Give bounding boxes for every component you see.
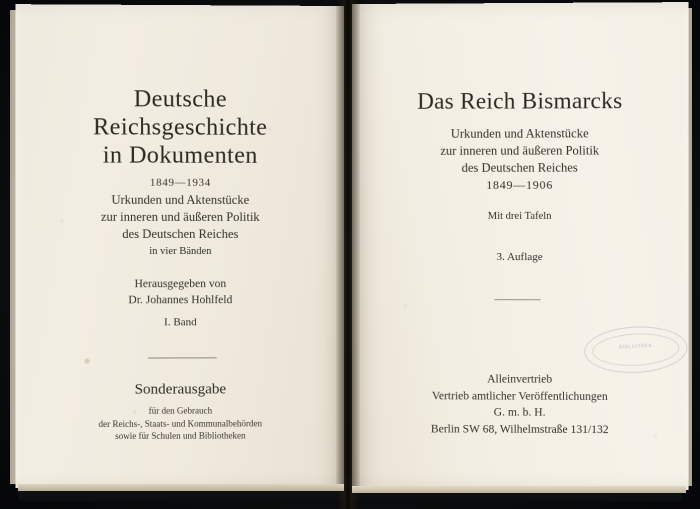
edition-detail-line-2: der Reichs-, Staats- und Kommunalbehörden <box>98 417 262 429</box>
imprint-line-2: Vertrieb amtlicher Veröffentlichungen <box>431 389 608 403</box>
left-page-divider <box>148 357 216 358</box>
right-subtitle-line-1: Urkunden und Aktenstücke <box>450 126 589 141</box>
left-subtitle-line-1: Urkunden und Aktenstücke <box>111 192 250 207</box>
left-page-editor <box>16 276 344 308</box>
left-page-edition-note: Sonderausgabe <box>134 381 227 398</box>
editor-name: Dr. Johannes Hohlfeld <box>128 294 233 307</box>
foxing-spot <box>84 359 89 364</box>
right-page-years: 1849—1906 <box>486 177 554 192</box>
imprint-line-1: Alleinvertrieb <box>487 373 553 386</box>
left-page <box>16 4 344 488</box>
foxing-spot <box>404 304 407 307</box>
imprint-line-3: G. m. b. H. <box>493 406 546 419</box>
library-stamp <box>583 324 689 375</box>
left-page-years: 1849—1934 <box>149 176 211 189</box>
edition-detail-line-1: für den Gebrauch <box>148 405 213 416</box>
editor-label: Herausgegeben von <box>134 278 227 291</box>
right-subtitle-line-2: zur inneren und äußeren Politik <box>440 143 600 158</box>
left-title-line-1: Deutsche <box>133 86 227 113</box>
right-page-imprint <box>352 371 689 438</box>
left-subtitle-line-2: zur inneren und äußeren Politik <box>100 209 260 224</box>
book-gutter <box>336 0 360 509</box>
left-page-subtitle <box>16 192 344 261</box>
page-bottom-edge-right <box>352 486 686 493</box>
right-page-plates-note: Mit drei Tafeln <box>487 210 552 222</box>
left-volumes-note: in vier Bänden <box>149 246 212 258</box>
imprint-line-4: Berlin SW 68, Wilhelmstraße 131/132 <box>430 422 609 436</box>
right-page-subtitle <box>352 125 689 177</box>
left-title-line-2: Reichsgeschichte <box>93 114 268 141</box>
left-page-title <box>16 85 344 170</box>
right-page <box>352 2 689 490</box>
left-subtitle-line-3: des Deutschen Reiches <box>122 226 239 241</box>
right-page-edition: 3. Auflage <box>496 251 543 264</box>
right-page-title: Das Reich Bismarcks <box>417 88 623 114</box>
right-page-divider <box>494 299 540 300</box>
library-stamp-text: BIBLIOTHEK <box>618 343 653 351</box>
right-subtitle-line-3: des Deutschen Reiches <box>461 160 578 175</box>
left-page-edition-detail <box>16 404 344 443</box>
left-page-volume: I. Band <box>164 316 197 329</box>
page-bottom-edge-left <box>18 484 344 491</box>
left-title-line-3: in Dokumenten <box>102 142 258 169</box>
edition-detail-line-3: sowie für Schulen und Bibliotheken <box>115 430 246 442</box>
